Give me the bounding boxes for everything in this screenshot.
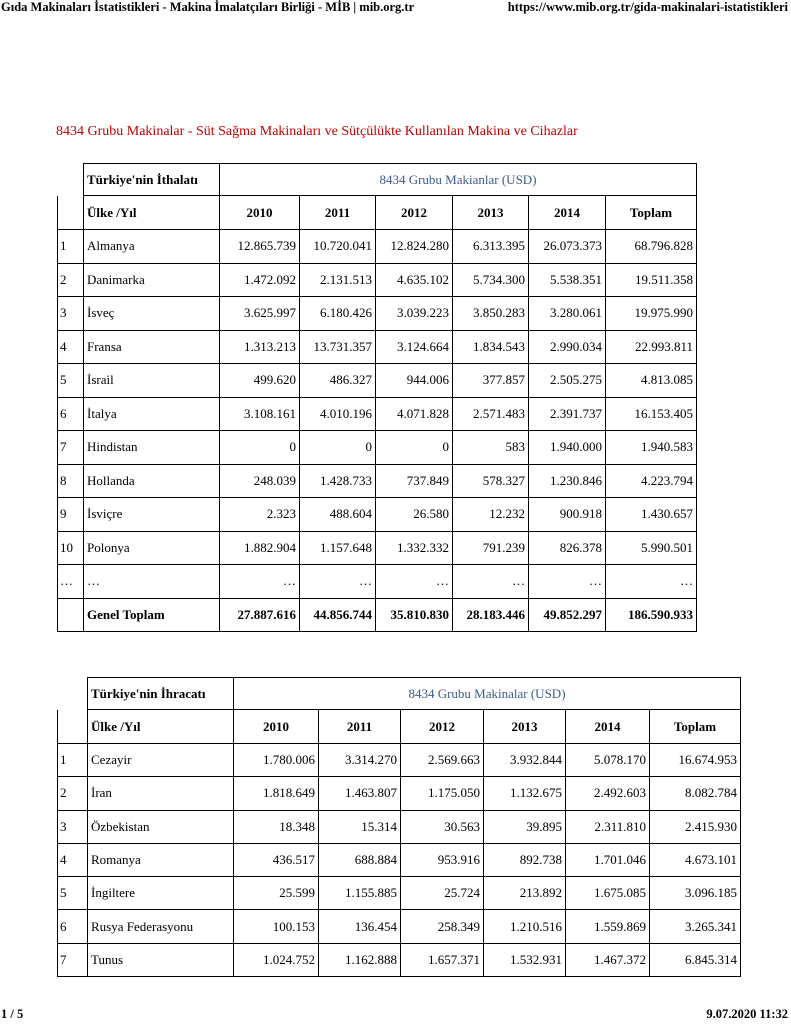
value-cell: 16.674.953 (650, 744, 741, 777)
value-cell: 2.391.737 (529, 397, 606, 431)
value-cell: 1.882.904 (220, 531, 300, 565)
country-name: İran (88, 777, 234, 810)
value-cell: 18.348 (234, 810, 319, 843)
table-row (58, 843, 741, 876)
total-value: 49.852.297 (529, 598, 606, 632)
country-name: … (84, 565, 220, 599)
value-cell: 39.895 (484, 810, 566, 843)
value-cell: 1.472.092 (220, 263, 300, 297)
country-name: Romanya (88, 843, 234, 876)
country-name: Rusya Federasyonu (88, 910, 234, 943)
total-row (58, 598, 697, 632)
table-title-row (58, 164, 697, 196)
value-cell: 2.131.513 (300, 263, 376, 297)
value-cell: 2.569.663 (401, 744, 484, 777)
table-title-row (58, 678, 741, 710)
table-group-label: 8434 Grubu Makinalar (USD) (234, 678, 741, 710)
value-cell: 578.327 (453, 464, 529, 498)
value-cell: 5.538.351 (529, 263, 606, 297)
year-header: Toplam (606, 196, 697, 230)
table-row (58, 397, 697, 431)
table-row (58, 431, 697, 465)
country-name: Hindistan (84, 431, 220, 465)
value-cell: 8.082.784 (650, 777, 741, 810)
value-cell: 2.990.034 (529, 330, 606, 364)
value-cell: 826.378 (529, 531, 606, 565)
table-row (58, 464, 697, 498)
value-cell: 26.580 (376, 498, 453, 532)
row-index-header (58, 710, 88, 744)
value-cell: 6.180.426 (300, 297, 376, 331)
table-row (58, 297, 697, 331)
value-cell: 2.571.483 (453, 397, 529, 431)
value-cell: 1.559.869 (566, 910, 650, 943)
value-cell: … (529, 565, 606, 599)
table-title: Türkiye'nin İhracatı (88, 678, 234, 710)
value-cell: 1.430.657 (606, 498, 697, 532)
table-row (58, 877, 741, 910)
value-cell: 499.620 (220, 364, 300, 398)
total-value: 186.590.933 (606, 598, 697, 632)
total-label: Genel Toplam (84, 598, 220, 632)
value-cell: 1.657.371 (401, 943, 484, 976)
country-name: Özbekistan (88, 810, 234, 843)
row-index-header (58, 196, 84, 230)
value-cell: 1.332.332 (376, 531, 453, 565)
country-name: İngiltere (88, 877, 234, 910)
value-cell: 3.096.185 (650, 877, 741, 910)
value-cell: 3.280.061 (529, 297, 606, 331)
country-name: İtalya (84, 397, 220, 431)
value-cell: 1.428.733 (300, 464, 376, 498)
value-cell: 136.454 (319, 910, 401, 943)
total-value: 28.183.446 (453, 598, 529, 632)
value-cell: 68.796.828 (606, 230, 697, 264)
year-header: 2012 (376, 196, 453, 230)
value-cell: 953.916 (401, 843, 484, 876)
value-cell: 5.078.170 (566, 744, 650, 777)
value-cell: 1.175.050 (401, 777, 484, 810)
value-cell: 10.720.041 (300, 230, 376, 264)
value-cell: 12.232 (453, 498, 529, 532)
table-row (58, 230, 697, 264)
value-cell: 1.780.006 (234, 744, 319, 777)
country-name: Tunus (88, 943, 234, 976)
print-header-title: Gıda Makinaları İstatistikleri - Makina İmalatçıları Birliği - MİB | mib.org.tr (1, 0, 415, 14)
table-title: Türkiye'nin İthalatı (84, 164, 220, 196)
table-row (58, 330, 697, 364)
value-cell: 486.327 (300, 364, 376, 398)
value-cell: 3.314.270 (319, 744, 401, 777)
value-cell: 16.153.405 (606, 397, 697, 431)
value-cell: 3.124.664 (376, 330, 453, 364)
value-cell: 1.701.046 (566, 843, 650, 876)
value-cell: 1.210.516 (484, 910, 566, 943)
country-name: İsrail (84, 364, 220, 398)
year-header: 2010 (234, 710, 319, 744)
value-cell: 3.932.844 (484, 744, 566, 777)
row-index: 6 (58, 910, 88, 943)
table-row (58, 498, 697, 532)
value-cell: 1.532.931 (484, 943, 566, 976)
value-cell: 26.073.373 (529, 230, 606, 264)
value-cell: 892.738 (484, 843, 566, 876)
value-cell: 1.157.648 (300, 531, 376, 565)
page-number: 1 / 5 (1, 1007, 24, 1021)
value-cell: 1.940.000 (529, 431, 606, 465)
row-index: 7 (58, 943, 88, 976)
value-cell: 1.675.085 (566, 877, 650, 910)
table-row (58, 565, 697, 599)
row-index: 2 (58, 777, 88, 810)
table-row (58, 943, 741, 976)
row-index: 8 (58, 464, 84, 498)
table-row (58, 263, 697, 297)
year-header: 2013 (453, 196, 529, 230)
value-cell: 1.132.675 (484, 777, 566, 810)
row-index: 1 (58, 744, 88, 777)
value-cell: 22.993.811 (606, 330, 697, 364)
value-cell: 0 (300, 431, 376, 465)
country-name: Polonya (84, 531, 220, 565)
value-cell: 791.239 (453, 531, 529, 565)
total-value: 27.887.616 (220, 598, 300, 632)
value-cell: 944.006 (376, 364, 453, 398)
print-header-url: https://www.mib.org.tr/gida-makinalari-istatistikleri (507, 0, 788, 14)
value-cell: 30.563 (401, 810, 484, 843)
print-datetime: 9.07.2020 11:32 (706, 1007, 788, 1021)
row-index: 3 (58, 810, 88, 843)
value-cell: 13.731.357 (300, 330, 376, 364)
value-cell: 1.467.372 (566, 943, 650, 976)
value-cell: 4.071.828 (376, 397, 453, 431)
year-header: 2014 (566, 710, 650, 744)
row-index: 9 (58, 498, 84, 532)
table-corner-cell (58, 678, 88, 710)
table-header-row (58, 196, 697, 230)
value-cell: … (300, 565, 376, 599)
country-year-header: Ülke /Yıl (84, 196, 220, 230)
value-cell: 1.834.543 (453, 330, 529, 364)
value-cell: … (220, 565, 300, 599)
value-cell: 2.505.275 (529, 364, 606, 398)
value-cell: 2.311.810 (566, 810, 650, 843)
total-value: 35.810.830 (376, 598, 453, 632)
table-corner-cell (58, 164, 84, 196)
table-row (58, 531, 697, 565)
value-cell: 3.265.341 (650, 910, 741, 943)
value-cell: 258.349 (401, 910, 484, 943)
table-row (58, 744, 741, 777)
value-cell: 4.813.085 (606, 364, 697, 398)
year-header: 2011 (300, 196, 376, 230)
value-cell: 2.415.930 (650, 810, 741, 843)
value-cell: 0 (376, 431, 453, 465)
value-cell: 5.990.501 (606, 531, 697, 565)
value-cell: 5.734.300 (453, 263, 529, 297)
table-row (58, 810, 741, 843)
row-index: 2 (58, 263, 84, 297)
value-cell: 1.155.885 (319, 877, 401, 910)
value-cell: 4.010.196 (300, 397, 376, 431)
value-cell: 0 (220, 431, 300, 465)
country-name: Fransa (84, 330, 220, 364)
value-cell: 15.314 (319, 810, 401, 843)
value-cell: 6.313.395 (453, 230, 529, 264)
value-cell: 3.625.997 (220, 297, 300, 331)
value-cell: 1.463.807 (319, 777, 401, 810)
row-index: 1 (58, 230, 84, 264)
table-header-row (58, 710, 741, 744)
value-cell: 19.975.990 (606, 297, 697, 331)
value-cell: 488.604 (300, 498, 376, 532)
value-cell: 4.635.102 (376, 263, 453, 297)
value-cell: 213.892 (484, 877, 566, 910)
table-row (58, 777, 741, 810)
value-cell: 19.511.358 (606, 263, 697, 297)
row-index: 5 (58, 364, 84, 398)
year-header: 2011 (319, 710, 401, 744)
year-header: 2012 (401, 710, 484, 744)
year-header: 2010 (220, 196, 300, 230)
row-index: 6 (58, 397, 84, 431)
row-index: 5 (58, 877, 88, 910)
country-name: İsviçre (84, 498, 220, 532)
value-cell: 2.492.603 (566, 777, 650, 810)
value-cell: … (453, 565, 529, 599)
total-index-cell (58, 598, 84, 632)
value-cell: 3.108.161 (220, 397, 300, 431)
value-cell: 25.599 (234, 877, 319, 910)
value-cell: … (606, 565, 697, 599)
value-cell: 900.918 (529, 498, 606, 532)
value-cell: 2.323 (220, 498, 300, 532)
value-cell: 3.039.223 (376, 297, 453, 331)
value-cell: 248.039 (220, 464, 300, 498)
table-row (58, 910, 741, 943)
value-cell: 688.884 (319, 843, 401, 876)
total-value: 44.856.744 (300, 598, 376, 632)
value-cell: 1.313.213 (220, 330, 300, 364)
country-name: İsveç (84, 297, 220, 331)
country-name: Hollanda (84, 464, 220, 498)
country-name: Danimarka (84, 263, 220, 297)
export-table (57, 677, 741, 977)
year-header: 2013 (484, 710, 566, 744)
value-cell: 25.724 (401, 877, 484, 910)
country-year-header: Ülke /Yıl (88, 710, 234, 744)
country-name: Almanya (84, 230, 220, 264)
row-index: … (58, 565, 84, 599)
value-cell: 436.517 (234, 843, 319, 876)
value-cell: 377.857 (453, 364, 529, 398)
row-index: 7 (58, 431, 84, 465)
value-cell: 6.845.314 (650, 943, 741, 976)
value-cell: 1.162.888 (319, 943, 401, 976)
value-cell: 12.865.739 (220, 230, 300, 264)
year-header: 2014 (529, 196, 606, 230)
row-index: 3 (58, 297, 84, 331)
value-cell: 1.940.583 (606, 431, 697, 465)
value-cell: 1.818.649 (234, 777, 319, 810)
value-cell: 12.824.280 (376, 230, 453, 264)
value-cell: 737.849 (376, 464, 453, 498)
value-cell: 4.673.101 (650, 843, 741, 876)
value-cell: 3.850.283 (453, 297, 529, 331)
section-title: 8434 Grubu Makinalar - Süt Sağma Makinaları ve Sütçülükte Kullanılan Makina ve Cihazlar (56, 124, 578, 139)
value-cell: 1.024.752 (234, 943, 319, 976)
value-cell: 4.223.794 (606, 464, 697, 498)
value-cell: … (376, 565, 453, 599)
country-name: Cezayir (88, 744, 234, 777)
table-group-label: 8434 Grubu Makianlar (USD) (220, 164, 697, 196)
table-row (58, 364, 697, 398)
year-header: Toplam (650, 710, 741, 744)
value-cell: 583 (453, 431, 529, 465)
value-cell: 1.230.846 (529, 464, 606, 498)
value-cell: 100.153 (234, 910, 319, 943)
row-index: 4 (58, 843, 88, 876)
import-table (57, 163, 697, 632)
row-index: 10 (58, 531, 84, 565)
row-index: 4 (58, 330, 84, 364)
